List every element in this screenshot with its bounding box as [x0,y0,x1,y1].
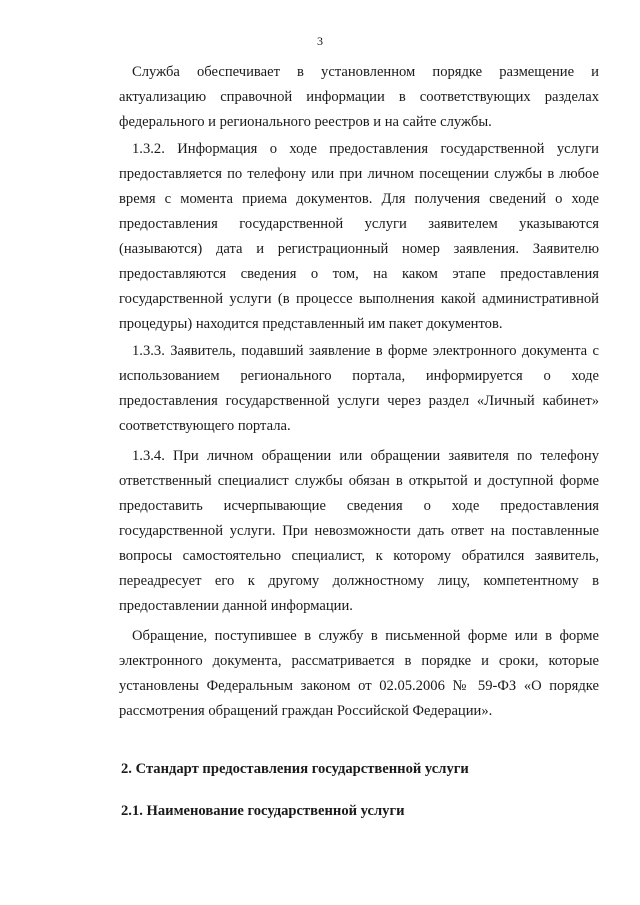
paragraph-appeal: Обращение, поступившее в службу в письменной форме или в форме электронного документа, рассматривается в порядке и сроки, которые установлены Федеральным законом от 02.05.2006 № 59-ФЗ «О порядке рассмотрения обращений граждан Российской Федерации». [119,628,599,719]
subsection-heading-name: 2.1. Наименование государственной услуги [121,803,405,819]
document-body [119,60,599,824]
section-heading-standard: 2. Стандарт предоставления государственной услуги [121,761,469,777]
paragraph-service-info: Служба обеспечивает в установленном порядке размещение и актуализацию справочной информации в соответствующих разделах федерального и регионального реестров и на сайте службы. [119,64,599,130]
paragraph-1-3-3: 1.3.3. Заявитель, подавший заявление в форме электронного документа с использованием регионального портала, информируется о ходе предоставления государственной услуги через раздел «Личный кабинет» соответствующего портала. [119,343,599,434]
paragraph-1-3-4: 1.3.4. При личном обращении или обращении заявителя по телефону ответственный специалист службы обязан в открытой и доступной форме предоставить исчерпывающие сведения о ходе предоставления государственной услуги. При невозможности дать ответ на поставленные вопросы самостоятельно специалист, к которому обратился заявитель, переадресует его к другому должностному лицу, компетентному в предоставлении данной информации. [119,448,599,614]
paragraph-1-3-2: 1.3.2. Информация о ходе предоставления государственной услуги предоставляется по телефону или при личном посещении службы в любое время с момента приема документов. Для получения сведений о ходе предоставления государственной услуги заявителем указываются (называются) дата и регистрационный номер заявления. Заявителю предоставляются сведения о том, на каком этапе предоставления государственной услуги (в процессе выполнения какой административной процедуры) находится представленный им пакет документов. [119,141,599,332]
page-number: 3 [317,34,323,48]
